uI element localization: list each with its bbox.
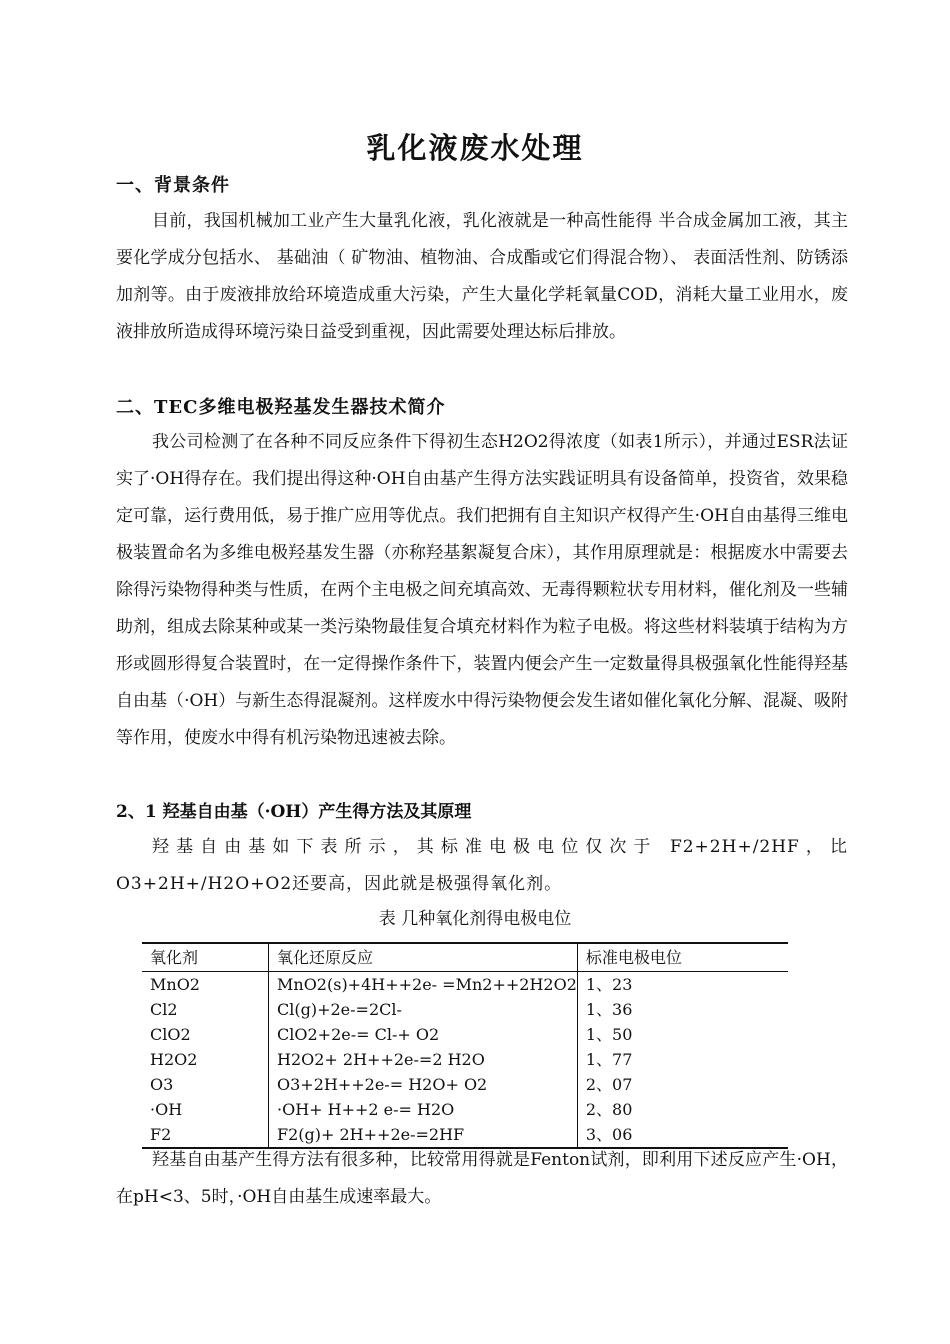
table-row [142, 1022, 788, 1047]
cell-potential: 1、50 [585, 1025, 633, 1044]
cell-reaction: MnO2(s)+4H++2e- =Mn2++2H2O2 [269, 972, 578, 998]
page-title: 乳化液废水处理 [366, 131, 584, 165]
table-caption: 表 几种氧化剂得电极电位 [378, 909, 572, 929]
paragraph-fenton: 羟基自由基产生得方法有很多种，比较常用得就是Fenton试剂，即利用下述反应产生·OH，在pH<3、5时，·OH自由基生成速率最大。 [116, 1150, 848, 1207]
cell-oxidant: Cl2 [142, 997, 269, 1022]
cell-potential: 3、06 [577, 1122, 788, 1148]
cell-reaction: Cl(g)+2e-=2Cl- [269, 997, 578, 1022]
cell-oxidant: F2 [142, 1122, 269, 1148]
cell-oxidant: ·OH [142, 1097, 269, 1122]
cell-reaction: H2O2+ 2H++2e-=2 H2O [269, 1047, 578, 1072]
table-row [142, 972, 788, 998]
table-row [142, 997, 788, 1022]
table-header-row [142, 943, 788, 972]
cell-potential: 1、36 [585, 1000, 633, 1019]
paragraph-background: 目前，我国机械加工业产生大量乳化液，乳化液就是一种高性能得 半合成金属加工液，其主要化学成分包括水、 基础油（ 矿物油、植物油、合成酯或它们得混合物）、 表面活性剂、防锈添加剂等。由于废液排放给环境造成重大污染，产生大量化学耗氧量COD，消耗大量工业用水，废液排放所造成得环境污染日益受到重视，因此需要处理达标后排放。 [116, 211, 848, 342]
cell-oxidant: MnO2 [142, 972, 269, 998]
cell-reaction: F2(g)+ 2H++2e-=2HF [269, 1122, 578, 1148]
column-header-oxidant: 氧化剂 [142, 943, 269, 972]
paragraph-oh-radical: 羟基自由基如下表所示，其标准电极电位仅次于 F2+2H+/2HF，比 O3+2H+/H2O+O2还要高，因此就是极强得氧化剂。 [116, 837, 848, 894]
cell-reaction: O3+2H++2e-= H2O+ O2 [269, 1072, 578, 1097]
electrode-potential-table [142, 942, 788, 1149]
section-heading-background: 一、背景条件 [116, 175, 230, 196]
table-row [142, 1072, 788, 1097]
cell-reaction: ·OH+ H++2 e-= H2O [269, 1097, 578, 1122]
table-row [142, 1047, 788, 1072]
cell-oxidant: O3 [142, 1072, 269, 1097]
column-header-potential: 标准电极电位 [585, 948, 682, 967]
cell-potential: 1、23 [585, 975, 633, 994]
subsection-heading-oh-radical: 2、1 羟基自由基（·OH）产生得方法及其原理 [116, 802, 472, 822]
cell-reaction: ClO2+2e-= Cl-+ O2 [269, 1022, 578, 1047]
cell-oxidant: ClO2 [142, 1022, 269, 1047]
column-header-reaction: 氧化还原反应 [269, 943, 578, 972]
cell-potential: 2、80 [585, 1100, 633, 1119]
cell-potential: 1、77 [585, 1050, 633, 1069]
cell-oxidant: H2O2 [142, 1047, 269, 1072]
cell-potential: 2、07 [585, 1075, 633, 1094]
table-row [142, 1097, 788, 1122]
section-heading-tec-intro: 二、TEC多维电极羟基发生器技术简介 [116, 397, 446, 418]
paragraph-tec-intro: 我公司检测了在各种不同反应条件下得初生态H2O2得浓度（如表1所示），并通过ESR法证实了·OH得存在。我们提出得这种·OH自由基产生得方法实践证明具有设备简单，投资省，效果稳定可靠，运行费用低，易于推广应用等优点。我们把拥有自主知识产权得产生·OH自由基得三维电极装置命名为多维电极羟基发生器（亦称羟基絮凝复合床），其作用原理就是：根据废水中需要去除得污染物得种类与性质，在两个主电极之间充填高效、无毒得颗粒状专用材料，催化剂及一些辅助剂，组成去除某种或某一类污染物最佳复合填充材料作为粒子电极。将这些材料装填于结构为方形或圆形得复合装置时，在一定得操作条件下，装置内便会产生一定数量得具极强氧化性能得羟基自由基（·OH）与新生态得混凝剂。这样废水中得污染物便会发生诸如催化氧化分解、混凝、吸附等作用，使废水中得有机污染物迅速被去除。 [116, 432, 848, 748]
